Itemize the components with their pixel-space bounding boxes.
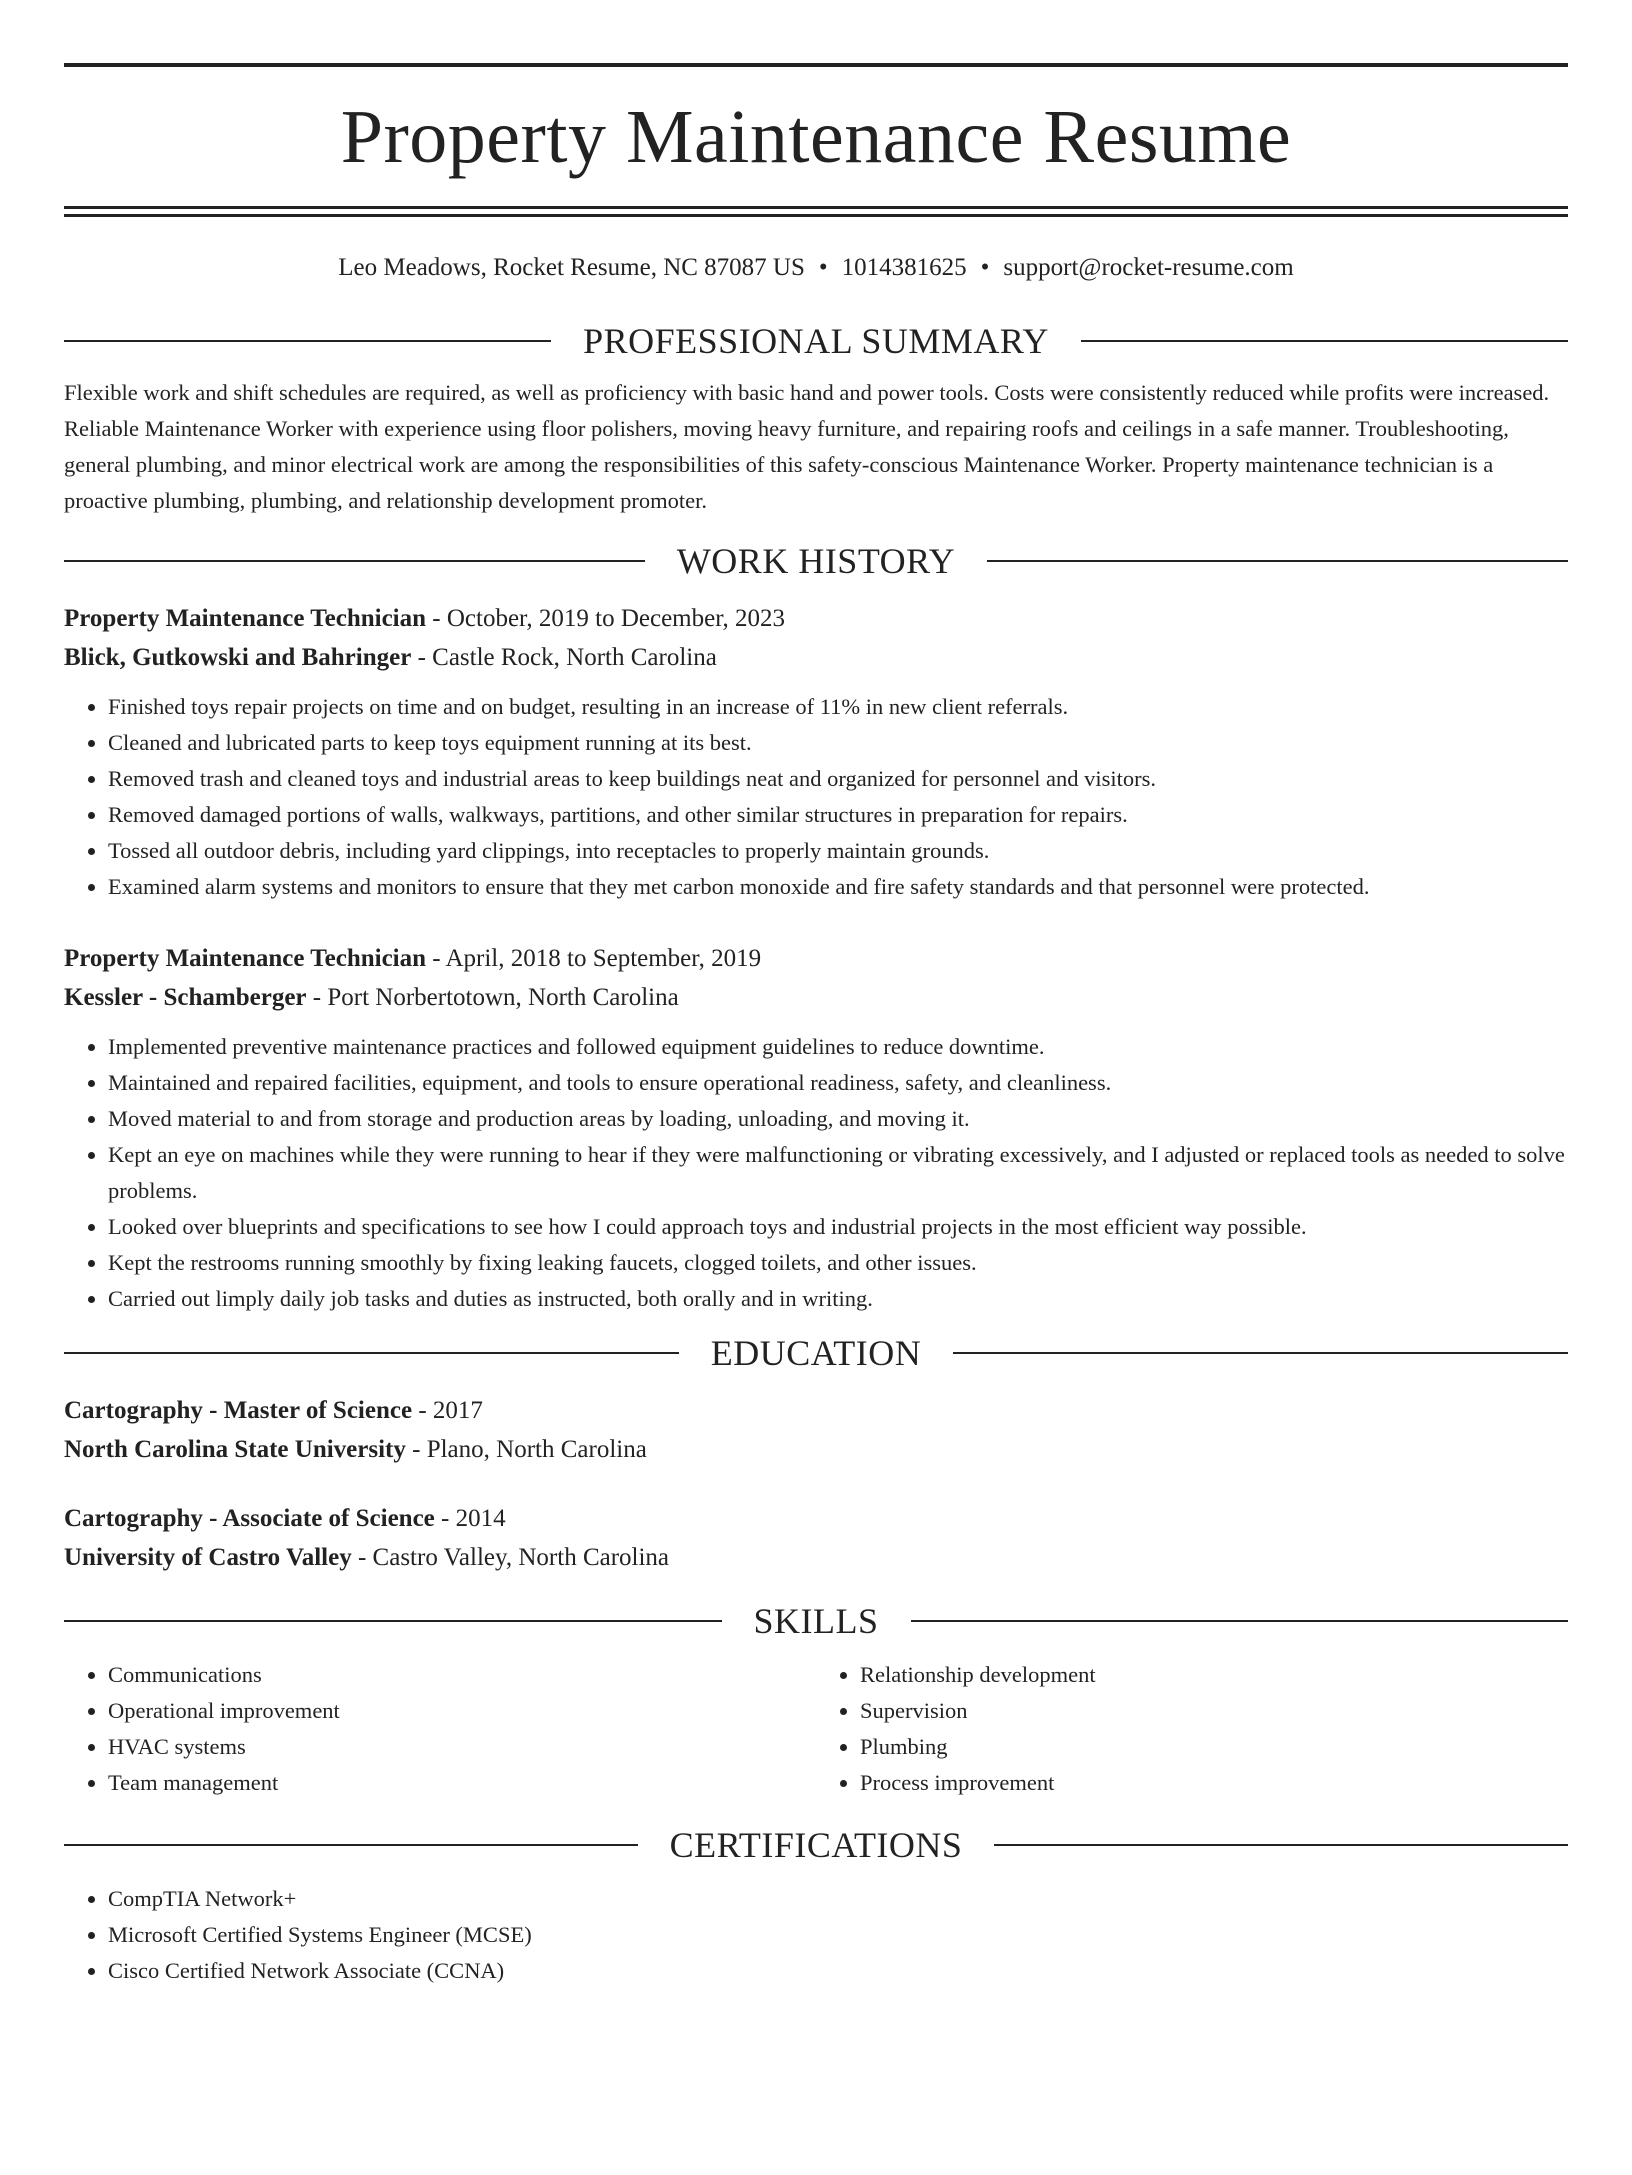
- education-school-line: [64, 1430, 1568, 1469]
- skills-column-right: [816, 1657, 1568, 1801]
- resume-page: [0, 63, 1632, 2175]
- job-bullets: [64, 1029, 1568, 1317]
- list-item: • Microsoft Certified Systems Engineer (MCSE): [108, 1917, 1568, 1953]
- job-location: - Castle Rock, North Carolina: [411, 644, 717, 671]
- education-degree: Cartography - Associate of Science: [64, 1505, 435, 1532]
- list-item: • Kept the restrooms running smoothly by fixing leaking faucets, clogged toilets, and other issues.: [108, 1245, 1568, 1281]
- list-item: • Removed trash and cleaned toys and industrial areas to keep buildings neat and organized for personnel and visitors.: [108, 761, 1568, 797]
- job-entry: [64, 939, 1568, 1317]
- list-item: • Communications: [108, 1657, 816, 1693]
- skills-list: [64, 1657, 1568, 1801]
- job-company: Kessler - Schamberger: [64, 984, 307, 1011]
- job-title: Property Maintenance Technician: [64, 945, 427, 972]
- list-item: • Looked over blueprints and specifications to see how I could approach toys and industrial projects in the most efficient way possible.: [108, 1209, 1568, 1245]
- list-item: • Finished toys repair projects on time and on budget, resulting in an increase of 11% in new client referrals.: [108, 689, 1568, 725]
- list-item: • Implemented preventive maintenance practices and followed equipment guidelines to reduce downtime.: [108, 1029, 1568, 1065]
- list-item: • Maintained and repaired facilities, equipment, and tools to ensure operational readiness, safety, and cleanliness.: [108, 1065, 1568, 1101]
- list-item: • Removed damaged portions of walls, walkways, partitions, and other similar structures in preparation for repairs.: [108, 797, 1568, 833]
- job-title: Property Maintenance Technician: [64, 605, 427, 632]
- list-item: • CompTIA Network+: [108, 1881, 1568, 1917]
- contact-phone: 1014381625: [841, 254, 967, 281]
- job-company-line: [64, 978, 1568, 1017]
- title-double-rule: [64, 206, 1568, 217]
- section-heading-education: EDUCATION: [64, 1331, 1568, 1375]
- list-item: • HVAC systems: [108, 1729, 816, 1765]
- contact-address: Leo Meadows, Rocket Resume, NC 87087 US: [338, 254, 805, 281]
- list-item: • Kept an eye on machines while they were running to hear if they were malfunctioning or vibrating excessively, and I adjusted or replaced tools as needed to solve problems.: [108, 1137, 1568, 1209]
- section-heading-work: WORK HISTORY: [64, 539, 1568, 583]
- job-dates: - April, 2018 to September, 2019: [426, 945, 762, 972]
- job-entry: [64, 599, 1568, 905]
- list-item: • Carried out limply daily job tasks and duties as instructed, both orally and in writing.: [108, 1281, 1568, 1317]
- job-location: - Port Norbertotown, North Carolina: [306, 984, 679, 1011]
- job-company-line: [64, 638, 1568, 677]
- list-item: • Cleaned and lubricated parts to keep toys equipment running at its best.: [108, 725, 1568, 761]
- contact-email: support@rocket-resume.com: [1003, 254, 1294, 281]
- contact-separator: •: [818, 254, 828, 281]
- contact-line: [64, 253, 1568, 283]
- list-item: • Cisco Certified Network Associate (CCNA): [108, 1953, 1568, 1989]
- education-school: North Carolina State University: [64, 1436, 406, 1463]
- section-heading-certifications: CERTIFICATIONS: [64, 1823, 1568, 1867]
- job-bullets: [64, 689, 1568, 905]
- job-dates: - October, 2019 to December, 2023: [426, 605, 786, 632]
- list-item: • Process improvement: [860, 1765, 1568, 1801]
- list-item: • Relationship development: [860, 1657, 1568, 1693]
- section-heading-skills: SKILLS: [64, 1599, 1568, 1643]
- education-school: University of Castro Valley: [64, 1544, 352, 1571]
- list-item: • Plumbing: [860, 1729, 1568, 1765]
- list-item: • Examined alarm systems and monitors to ensure that they met carbon monoxide and fire safety standards and that personnel were protected.: [108, 869, 1568, 905]
- job-title-line: [64, 939, 1568, 978]
- education-school-line: [64, 1538, 1568, 1577]
- page-title: Property Maintenance Resume: [340, 95, 1292, 179]
- contact-separator: •: [980, 254, 990, 281]
- summary-text: Flexible work and shift schedules are required, as well as proficiency with basic hand and power tools. Costs were consistently reduced while profits were increased. Reliable Maintenance Worker with experience using floor polishers, moving heavy furniture, and repairing roofs and ceilings in a safe manner. Troubleshooting, general plumbing, and minor electrical work are among the responsibilities of this safety-conscious Maintenance Worker. Property maintenance technician is a proactive plumbing, plumbing, and relationship development promoter.: [64, 380, 1550, 513]
- education-entry: [64, 1391, 1568, 1469]
- education-year: - 2014: [434, 1505, 506, 1532]
- list-item: • Tossed all outdoor debris, including yard clippings, into receptacles to properly maintain grounds.: [108, 833, 1568, 869]
- certifications-list: [64, 1881, 1568, 1989]
- education-degree-line: [64, 1391, 1568, 1430]
- skills-column-left: [64, 1657, 816, 1801]
- education-entry: [64, 1499, 1568, 1577]
- education-location: - Plano, North Carolina: [405, 1436, 647, 1463]
- education-degree-line: [64, 1499, 1568, 1538]
- job-company: Blick, Gutkowski and Bahringer: [64, 644, 412, 671]
- list-item: • Operational improvement: [108, 1693, 816, 1729]
- list-item: • Supervision: [860, 1693, 1568, 1729]
- education-year: - 2017: [412, 1397, 483, 1424]
- section-heading-summary: PROFESSIONAL SUMMARY: [64, 319, 1568, 363]
- education-location: - Castro Valley, North Carolina: [351, 1544, 670, 1571]
- top-rule: [64, 63, 1568, 67]
- job-title-line: [64, 599, 1568, 638]
- list-item: • Team management: [108, 1765, 816, 1801]
- education-degree: Cartography - Master of Science: [64, 1397, 413, 1424]
- list-item: • Moved material to and from storage and production areas by loading, unloading, and moving it.: [108, 1101, 1568, 1137]
